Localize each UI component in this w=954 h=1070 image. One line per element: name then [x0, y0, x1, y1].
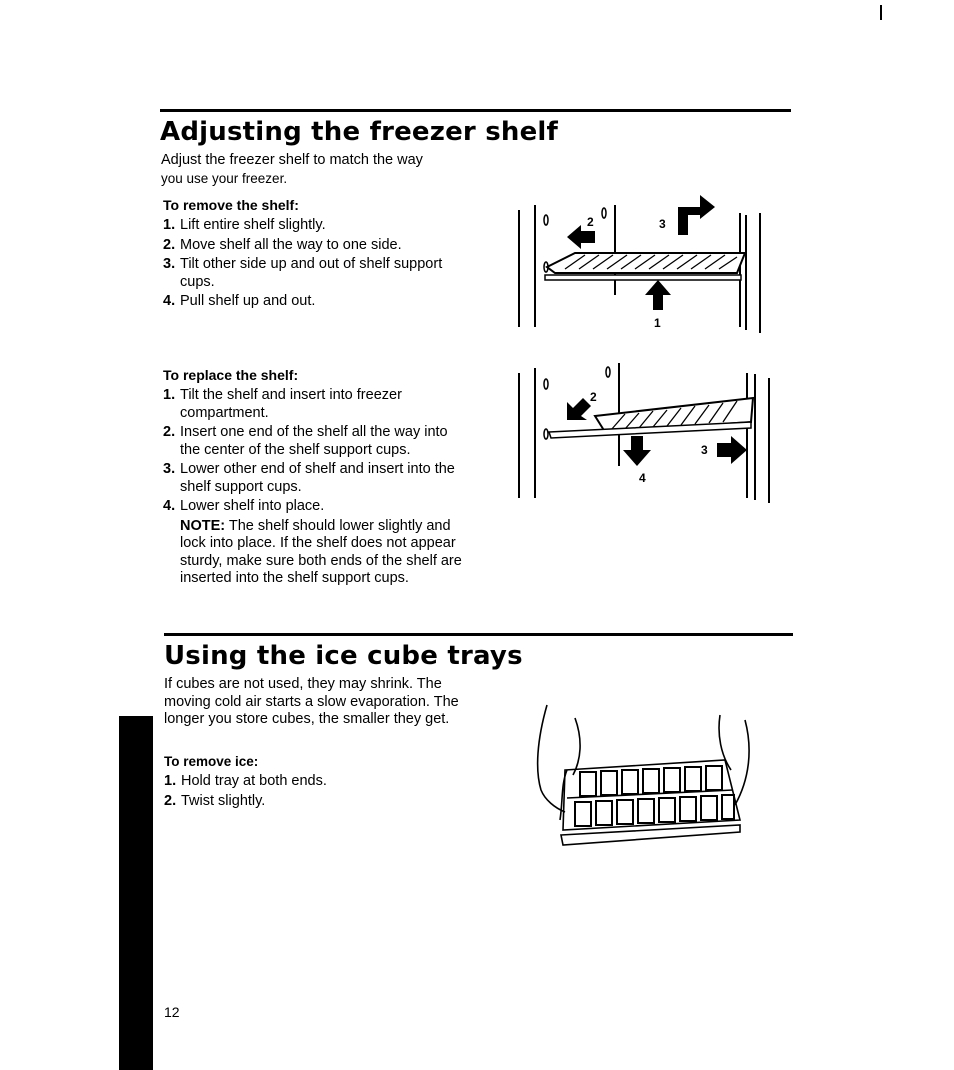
left-hand [538, 705, 565, 812]
section-rule-top [160, 109, 791, 112]
note-label: NOTE: [180, 517, 226, 534]
wire-shelf [545, 253, 745, 280]
arrow-down-left-icon [567, 398, 591, 420]
diagram-label-2: 2 [587, 215, 594, 229]
arrow-up-right-icon [678, 195, 715, 235]
intro-ice-cube-trays: If cubes are not used, they may shrink. The moving cold air starts a slow evaporation. The longer you store cubes, the smaller they get. [164, 676, 459, 727]
remove-shelf-block [163, 197, 463, 313]
list-item: 1. Hold tray at both ends. [164, 773, 327, 789]
remove-shelf-heading: To remove the shelf: [163, 197, 299, 213]
ice-tray-illustration [535, 700, 755, 855]
remove-ice-block [164, 754, 464, 812]
diagram-label-3: 3 [701, 443, 708, 457]
shelf-removal-diagram [515, 185, 765, 335]
intro-line-1: Adjust the freezer shelf to match the way [161, 152, 423, 168]
intro-freezer-shelf [161, 152, 481, 187]
replace-shelf-heading: To replace the shelf: [163, 367, 299, 383]
section-title-ice-cube-trays: Using the ice cube trays [164, 641, 523, 671]
right-hand [735, 720, 749, 805]
support-cup-icons [544, 367, 610, 439]
diagram-label-2: 2 [590, 390, 597, 404]
arrow-right-icon [717, 436, 747, 464]
list-item: 4. Pull shelf up and out. [163, 293, 316, 309]
diagram-label-4: 4 [639, 471, 646, 485]
replace-shelf-block [163, 367, 468, 590]
remove-ice-heading: To remove ice: [164, 754, 259, 769]
page-number: 12 [164, 1004, 180, 1020]
diagram-label-3: 3 [659, 217, 666, 231]
side-tab [119, 716, 153, 1070]
intro-line-2: you use your freezer. [161, 170, 288, 186]
diagram-label-1: 1 [654, 316, 661, 330]
list-item: 1. Lift entire shelf slightly. [163, 217, 326, 233]
shelf-note [180, 518, 468, 588]
arrow-up-icon [645, 280, 671, 310]
list-item: 2. Twist slightly. [164, 792, 266, 809]
list-item: 4. Lower shelf into place. NOTE: The shelf should lower slightly and lock into place. If the shelf does not appear sturdy, make sure both ends of the shelf are inserted into the shelf support cups. [163, 498, 468, 588]
shelf-replacement-diagram [515, 358, 775, 508]
corner-mark [880, 5, 882, 20]
list-item: 3. Tilt other side up and out of shelf support cups. [163, 256, 443, 290]
note-text: The shelf should lower slightly and lock into place. If the shelf does not appear sturdy, make sure both ends of the shelf are inserted into the shelf support cups. [180, 517, 462, 586]
list-item: 3. Lower other end of shelf and insert into the shelf support cups. [163, 461, 455, 495]
replace-shelf-steps [163, 387, 468, 588]
list-item: 2. Insert one end of the shelf all the way into the center of the shelf support cups. [163, 424, 448, 458]
list-item: 2. Move shelf all the way to one side. [163, 236, 402, 253]
section-rule-ice [164, 633, 793, 636]
remove-ice-steps [164, 773, 464, 810]
list-item: 1. Tilt the shelf and insert into freezer compartment. [163, 387, 402, 421]
arrow-down-icon [623, 436, 651, 466]
remove-shelf-steps [163, 217, 463, 311]
section-title-freezer-shelf: Adjusting the freezer shelf [160, 117, 559, 147]
